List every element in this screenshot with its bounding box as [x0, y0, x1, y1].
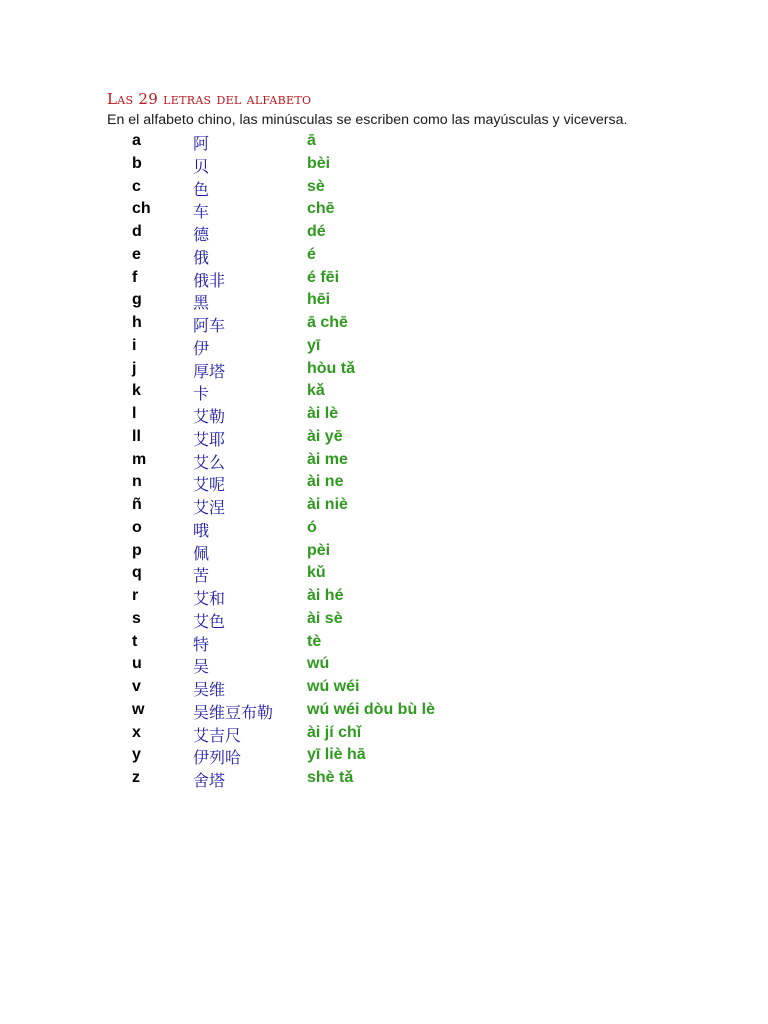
alphabet-row [0, 540, 768, 563]
chinese-characters: 佩 [193, 543, 210, 563]
pinyin-pronunciation: ài ne [307, 473, 344, 491]
alphabet-row [0, 403, 768, 426]
pinyin-pronunciation: ài hé [307, 587, 344, 604]
latin-letter: ch [132, 200, 151, 218]
pinyin-pronunciation: sè [307, 177, 325, 195]
chinese-characters: 吴 [193, 657, 210, 677]
pinyin-pronunciation: yī liè hā [307, 746, 366, 764]
alphabet-row [0, 130, 768, 153]
alphabet-row [0, 176, 768, 199]
alphabet-row [0, 312, 768, 335]
pinyin-pronunciation: wú wéi [307, 678, 360, 695]
alphabet-row [0, 289, 768, 312]
latin-letter: o [132, 518, 142, 536]
latin-letter: z [132, 769, 140, 786]
latin-letter: l [132, 405, 137, 422]
pinyin-pronunciation: ài jí chǐ [307, 723, 362, 741]
pinyin-pronunciation: ài sè [307, 609, 343, 627]
latin-letter: q [132, 564, 142, 582]
pinyin-pronunciation: yī [307, 336, 321, 354]
chinese-characters: 色 [193, 179, 210, 199]
alphabet-row [0, 426, 768, 449]
latin-letter: g [132, 291, 142, 309]
alphabet-row [0, 631, 768, 654]
latin-letter: c [132, 177, 141, 195]
intro-paragraph: En el alfabeto chino, las minúsculas se escriben como las mayúsculas y viceversa. [107, 112, 628, 128]
pinyin-pronunciation: wú wéi dòu bù lè [307, 700, 435, 718]
alphabet-row [0, 517, 768, 540]
pinyin-pronunciation: kǔ [307, 564, 326, 582]
latin-letter: y [132, 746, 141, 764]
chinese-characters: 艾么 [193, 452, 226, 472]
chinese-characters: 车 [193, 202, 210, 222]
document-title: Las 29 letras del alfabeto [107, 90, 312, 108]
latin-letter: n [132, 473, 142, 491]
chinese-characters: 艾勒 [193, 407, 226, 426]
latin-letter: i [132, 336, 137, 354]
pinyin-pronunciation: ó [307, 518, 317, 536]
pinyin-pronunciation: tè [307, 632, 322, 650]
alphabet-row [0, 608, 768, 631]
pinyin-pronunciation: hēi [307, 291, 331, 309]
pinyin-pronunciation: é [307, 245, 316, 263]
chinese-characters: 艾色 [193, 611, 226, 631]
chinese-characters: 艾呢 [193, 475, 226, 495]
alphabet-table [0, 130, 768, 790]
alphabet-row [0, 380, 768, 403]
chinese-characters: 吴维豆布勒 [193, 702, 274, 722]
pinyin-pronunciation: ā chē [307, 314, 348, 331]
latin-letter: t [132, 632, 138, 650]
chinese-characters: 阿 [193, 134, 210, 153]
latin-letter: j [132, 359, 137, 377]
latin-letter: ñ [132, 496, 142, 513]
pinyin-pronunciation: ài lè [307, 405, 339, 422]
pinyin-pronunciation: wú [307, 655, 330, 673]
latin-letter: m [132, 450, 147, 468]
latin-letter: k [132, 382, 141, 400]
chinese-characters: 舍塔 [193, 771, 226, 790]
alphabet-row [0, 562, 768, 585]
chinese-characters: 阿车 [193, 316, 226, 335]
chinese-characters: 苦 [193, 566, 210, 586]
latin-letter: a [132, 132, 141, 149]
chinese-characters: 伊 [193, 338, 210, 358]
pinyin-pronunciation: chē [307, 200, 335, 218]
chinese-characters: 贝 [193, 156, 210, 176]
alphabet-row [0, 585, 768, 608]
alphabet-row [0, 676, 768, 699]
chinese-characters: 哦 [193, 520, 210, 540]
alphabet-row [0, 153, 768, 176]
chinese-characters: 艾耶 [193, 429, 226, 449]
alphabet-row [0, 198, 768, 221]
chinese-characters: 卡 [193, 384, 210, 404]
pinyin-pronunciation: ài yē [307, 427, 343, 445]
alphabet-row [0, 267, 768, 290]
alphabet-row [0, 244, 768, 267]
alphabet-row [0, 335, 768, 358]
pinyin-pronunciation: hòu tǎ [307, 359, 355, 377]
chinese-characters: 艾和 [193, 589, 226, 608]
alphabet-row [0, 744, 768, 767]
chinese-characters: 厚塔 [193, 361, 226, 381]
pinyin-pronunciation: shè tǎ [307, 769, 354, 786]
latin-letter: r [132, 587, 139, 604]
alphabet-row [0, 221, 768, 244]
latin-letter: d [132, 223, 142, 240]
latin-letter: v [132, 678, 141, 695]
chinese-characters: 德 [193, 225, 210, 244]
latin-letter: ll [132, 427, 141, 445]
chinese-characters: 伊列哈 [193, 748, 242, 768]
pinyin-pronunciation: ài niè [307, 496, 348, 513]
latin-letter: w [132, 700, 145, 718]
latin-letter: p [132, 541, 142, 559]
latin-letter: s [132, 609, 141, 627]
pinyin-pronunciation: ài me [307, 450, 348, 468]
alphabet-row [0, 358, 768, 381]
alphabet-row [0, 471, 768, 494]
latin-letter: u [132, 655, 142, 673]
latin-letter: e [132, 245, 141, 263]
alphabet-row [0, 767, 768, 790]
chinese-characters: 俄非 [193, 270, 226, 290]
alphabet-row [0, 699, 768, 722]
alphabet-row [0, 653, 768, 676]
alphabet-row [0, 494, 768, 517]
latin-letter: x [132, 723, 141, 741]
chinese-characters: 艾涅 [193, 498, 226, 517]
pinyin-pronunciation: pèi [307, 541, 331, 559]
pinyin-pronunciation: dé [307, 223, 326, 240]
pinyin-pronunciation: é fēi [307, 268, 340, 286]
chinese-characters: 特 [193, 634, 210, 654]
pinyin-pronunciation: bèi [307, 154, 331, 172]
chinese-characters: 黑 [193, 293, 210, 313]
pinyin-pronunciation: kǎ [307, 382, 325, 400]
latin-letter: h [132, 314, 142, 331]
pinyin-pronunciation: ā [307, 132, 316, 149]
latin-letter: b [132, 154, 142, 172]
alphabet-row [0, 449, 768, 472]
chinese-characters: 吴维 [193, 680, 226, 699]
chinese-characters: 艾吉尺 [193, 725, 242, 745]
chinese-characters: 俄 [193, 247, 210, 267]
latin-letter: f [132, 268, 138, 286]
alphabet-row [0, 722, 768, 745]
